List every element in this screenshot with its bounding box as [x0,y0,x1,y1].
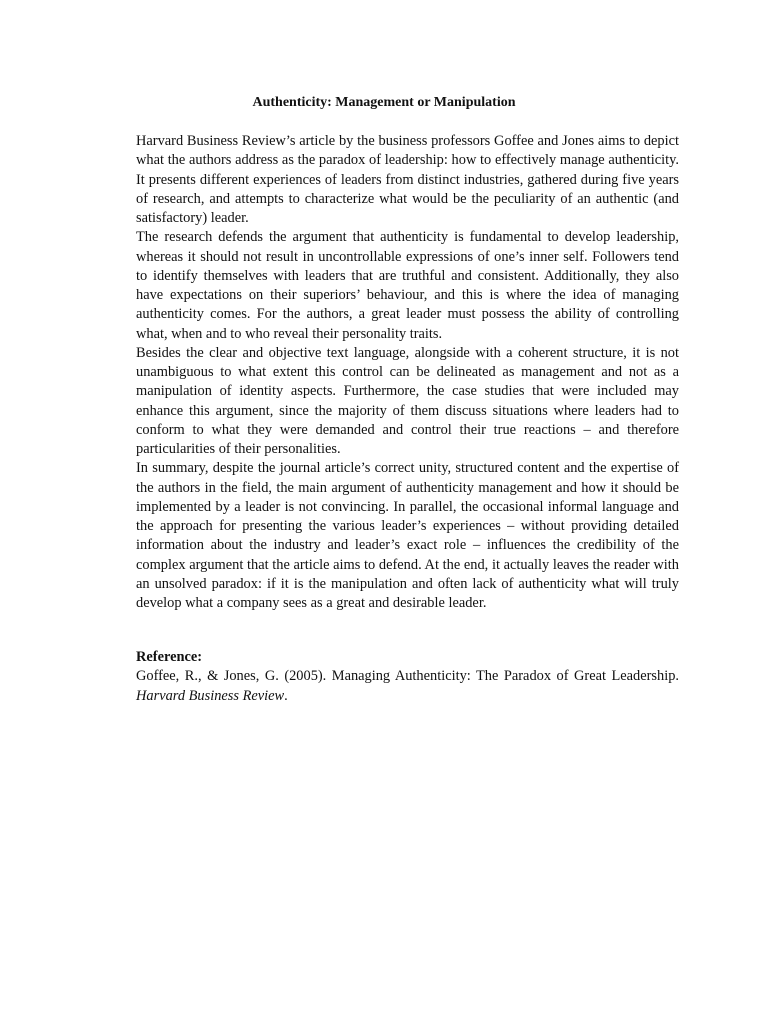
document-body [136,132,679,613]
reference-entry [136,667,679,706]
reference-heading: Reference: [136,649,203,665]
body-paragraph: The research defends the argument that authenticity is fundamental to develop leadership, whereas it should not result in uncontrollable expressions of one’s inner self. Followers tend to identify themselves with leaders that are truthful and consistent. Additionally, they also have expectations on their superiors’ behaviour, and this is where the idea of managing authenticity comes. For the authors, a great leader must possess the ability of controlling what, when and to who reveal their personality traits. [136,229,679,342]
reference-citation: Goffee, R., & Jones, G. (2005). Managing Authenticity: The Paradox of Great Leadership. [136,668,679,685]
body-paragraph: In summary, despite the journal article’s correct unity, structured content and the expertise of the authors in the field, the main argument of authenticity management and how it should be implemented by a leader is not convincing. In parallel, the occasional informal language and the approach for presenting the various leader’s experiences – without providing detailed information about the industry and leader’s exact role – influences the credibility of the complex argument that the article aims to defend. At the end, it actually leaves the reader with an unsolved paradox: if it is the manipulation and often lack of authenticity what will truly develop what a company sees as a great and desirable leader. [136,460,679,611]
document-title: Authenticity: Management or Manipulation [252,95,516,110]
body-paragraph: Besides the clear and objective text language, alongside with a coherent structure, it is not unambiguous to what extent this control can be delineated as management and not as a manipulation of identity aspects. Furthermore, the case studies that were included may enhance this argument, since the majority of them discuss situations where leaders had to conform to what they were demanded and control their true reactions – and therefore particularities of their personalities. [136,344,679,457]
body-paragraph: Harvard Business Review’s article by the business professors Goffee and Jones aims to depict what the authors address as the paradox of leadership: how to effectively manage authenticity. It presents different experiences of leaders from distinct industries, gathered during five years of research, and attempts to characterize what would be the peculiarity of an authentic (and satisfactory) leader. [136,133,679,226]
reference-trailing: . [284,687,288,704]
reference-section [136,648,679,706]
reference-journal: Harvard Business Review [136,687,285,704]
